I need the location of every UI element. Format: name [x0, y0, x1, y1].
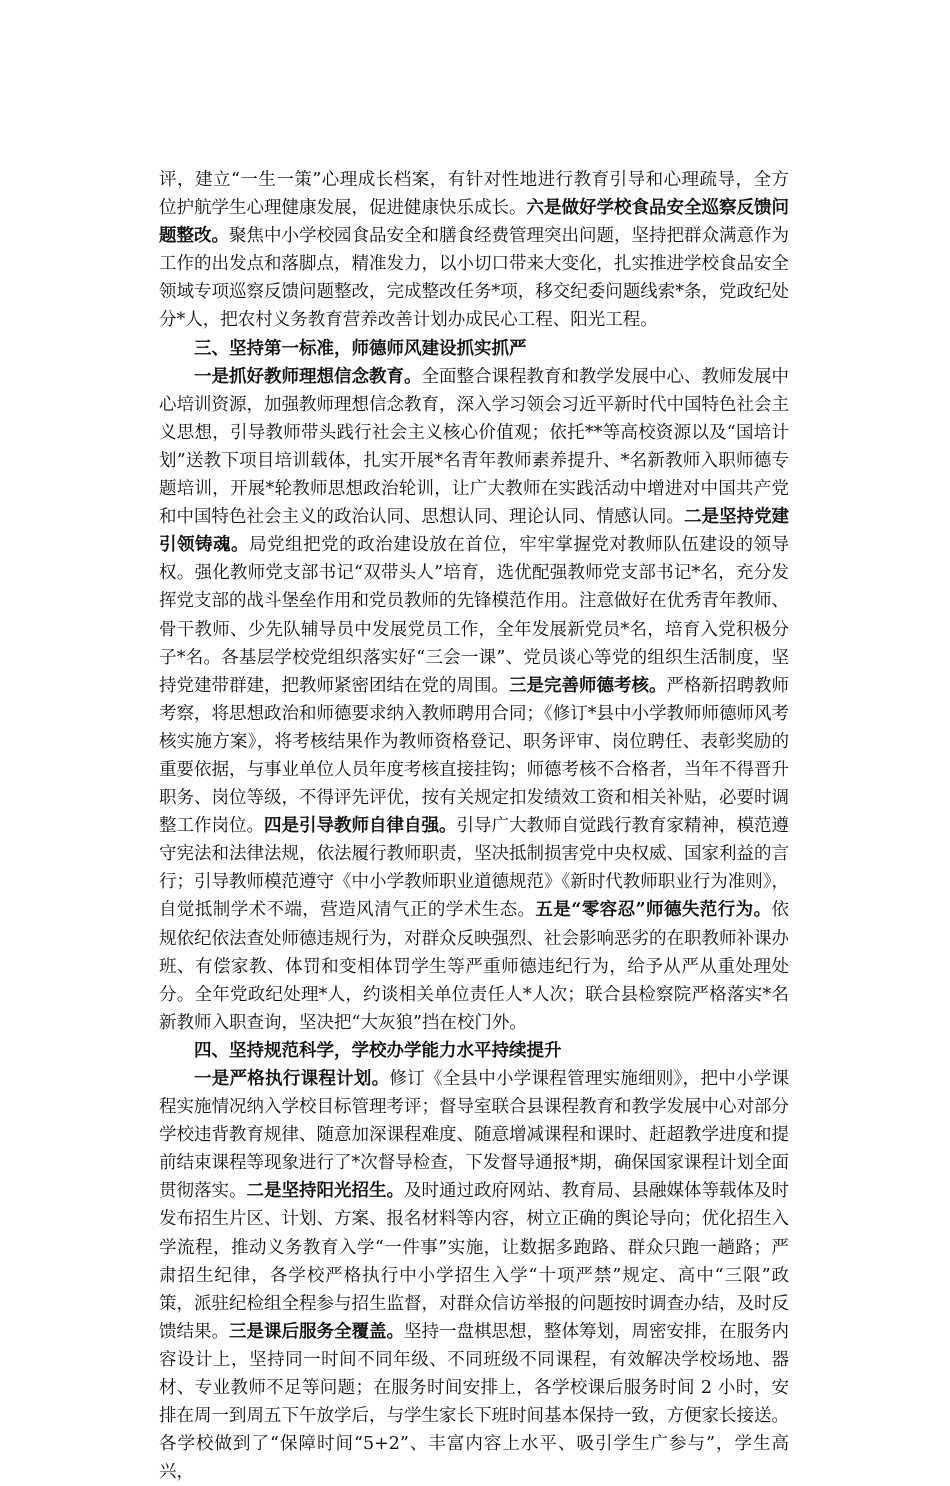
item-heading-two: 二是坚持党建引领铸魂。 — [159, 507, 789, 556]
section-heading-four: 四、坚持规范科学，学校办学能力水平持续提升 — [194, 1040, 562, 1061]
paragraph-text: 修订《全县中小学课程管理实施细则》，把中小学课程实施情况纳入学校目标管理考评；督导室联合县课程教育和教学发展中心对部分学校违背教育规律、随意加深课程难度、随意增减课程和课时、赶超教学进度和提前结束课程等现象进行了*次督导检查，下发督导通报*期，确保国家课程计划全面贯彻落实。 — [159, 1069, 790, 1202]
item-heading-three: 三是完善师德考核。 — [509, 675, 667, 696]
document-body — [159, 166, 789, 1486]
paragraph-teacher-ethics — [159, 363, 789, 1037]
paragraph-text: 评，建立“一生一策”心理成长档案，有针对性地进行教育引导和心理疏导，全方位护航学生心理健康发展，促进健康快乐成长。 — [159, 170, 789, 219]
paragraph-text: 引导广大教师自觉践行教育家精神，模范遵守宪法和法律法规，依法履行教师职责，坚决抵制损害党中央权威、国家利益的言行；引导教师模范遵守《中小学教师职业道德规范》《新时代教师职业行为准则》，自觉抵制学术不端，营造风清气正的学术生态。 — [159, 816, 789, 921]
item-heading-two: 二是坚持阳光招生。 — [246, 1181, 404, 1202]
paragraph-text: 坚持一盘棋思想，整体筹划，周密安排，在服务内容设计上，坚持同一时间不同年级、不同班级不同课程，有效解决学校场地、器材、专业教师不足等问题；在服务时间安排上，各学校课后服务时间 2 小时，安排在周一到周五下午放学后，与学生家长下班时间基本保持一致，方便家长接送。各学校做到了“保障时间“5+2”、丰富内容上水平、吸引学生广参与”，学生高兴， — [159, 1321, 789, 1483]
paragraph-text: 全面整合课程教育和教学发展中心、教师发展中心培训资源，加强教师理想信念教育，深入学习领会习近平新时代中国特色社会主义思想，引导教师带头践行社会主义核心价值观；依托**等高校资源以及“国培计划”送教下项目培训载体，扎实开展*名青年教师素养提升、*名新教师入职师德专题培训，开展*轮教师思想政治轮训，让广大教师在实践活动中增进对中国共产党和中国特色社会主义的政治认同、思想认同、理论认同、情感认同。 — [159, 366, 789, 528]
item-heading-five: 五是“零容忍”师德失范行为。 — [535, 900, 772, 921]
paragraph-text: 严格新招聘教师考察，将思想政治和师德要求纳入教师聘用合同；《修订*县中小学教师师德师风考核实施方案》，将考核结果作为教师资格登记、职务评审、岗位聘任、表彰奖励的重要依据，与事业单位人员年度考核直接挂钩；师德考核不合格者，当年不得晋升职务、岗位等级，不得评先评优，按有关规定扣发绩效工资和相关补贴，必要时调整工作岗位。 — [159, 675, 789, 837]
paragraph-text: 依规依纪依法查处师德违规行为，对群众反映强烈、社会影响恶劣的在职教师补课办班、有偿家教、体罚和变相体罚学生等严重师德违纪行为，给予从严从重处理处分。全年党政纪处理*人，约谈相关单位责任人*人次；联合县检察院严格落实*名新教师入职查询，坚决把“大灰狼”挡在校门外。 — [159, 900, 789, 1033]
item-heading-one: 一是抓好教师理想信念教育。 — [194, 366, 422, 387]
paragraph-school-management — [159, 1065, 789, 1486]
paragraph-text: 局党组把党的政治建设放在首位，牢牢掌握党对教师队伍建设的领导权。强化教师党支部书记“双带头人”培育，选优配强教师党支部书记*名，充分发挥党支部的战斗堡垒作用和党员教师的先锋模范作用。注意做好在优秀青年教师、骨干教师、少先队辅导员中发展党员工作，全年发展新党员*名，培育入党积极分子*名。各基层学校党组织落实好“三会一课”、党员谈心等党的组织生活制度，坚持党建带群建，把教师紧密团结在党的周围。 — [159, 535, 790, 696]
paragraph-text: 及时通过政府网站、教育局、县融媒体等载体及时发布招生片区、计划、方案、报名材料等内容，树立正确的舆论导向；优化招生入学流程，推动义务教育入学“一件事”实施，让数据多跑路、群众只跑一趟路；严肃招生纪律，各学校严格执行中小学招生入学“十项严禁”规定、高中“三限”政策，派驻纪检组全程参与招生监督，对群众信访举报的问题按时调查办结，及时反馈结果。 — [159, 1181, 789, 1342]
item-heading-three: 三是课后服务全覆盖。 — [229, 1321, 404, 1342]
item-heading-four: 四是引导教师自律自强。 — [264, 816, 457, 837]
section-heading-three: 三、坚持第一标准，师德师风建设抓实抓严 — [194, 338, 527, 359]
item-heading-one: 一是严格执行课程计划。 — [194, 1069, 390, 1089]
paragraph-text: 聚焦中小学校园食品安全和膳食经费管理突出问题，坚持把群众满意作为工作的出发点和落脚点，精准发力，以小切口带来大变化，扎实推进学校食品安全领域专项巡察反馈问题整改，完成整改任务*项，移交纪委问题线索*条，党政纪处分*人，把农村义务教育营养改善计划办成民心工程、阳光工程。 — [159, 226, 789, 331]
paragraph-food-safety — [159, 166, 789, 335]
item-heading-six: 六是做好学校食品安全巡察反馈问题整改。 — [159, 198, 789, 247]
